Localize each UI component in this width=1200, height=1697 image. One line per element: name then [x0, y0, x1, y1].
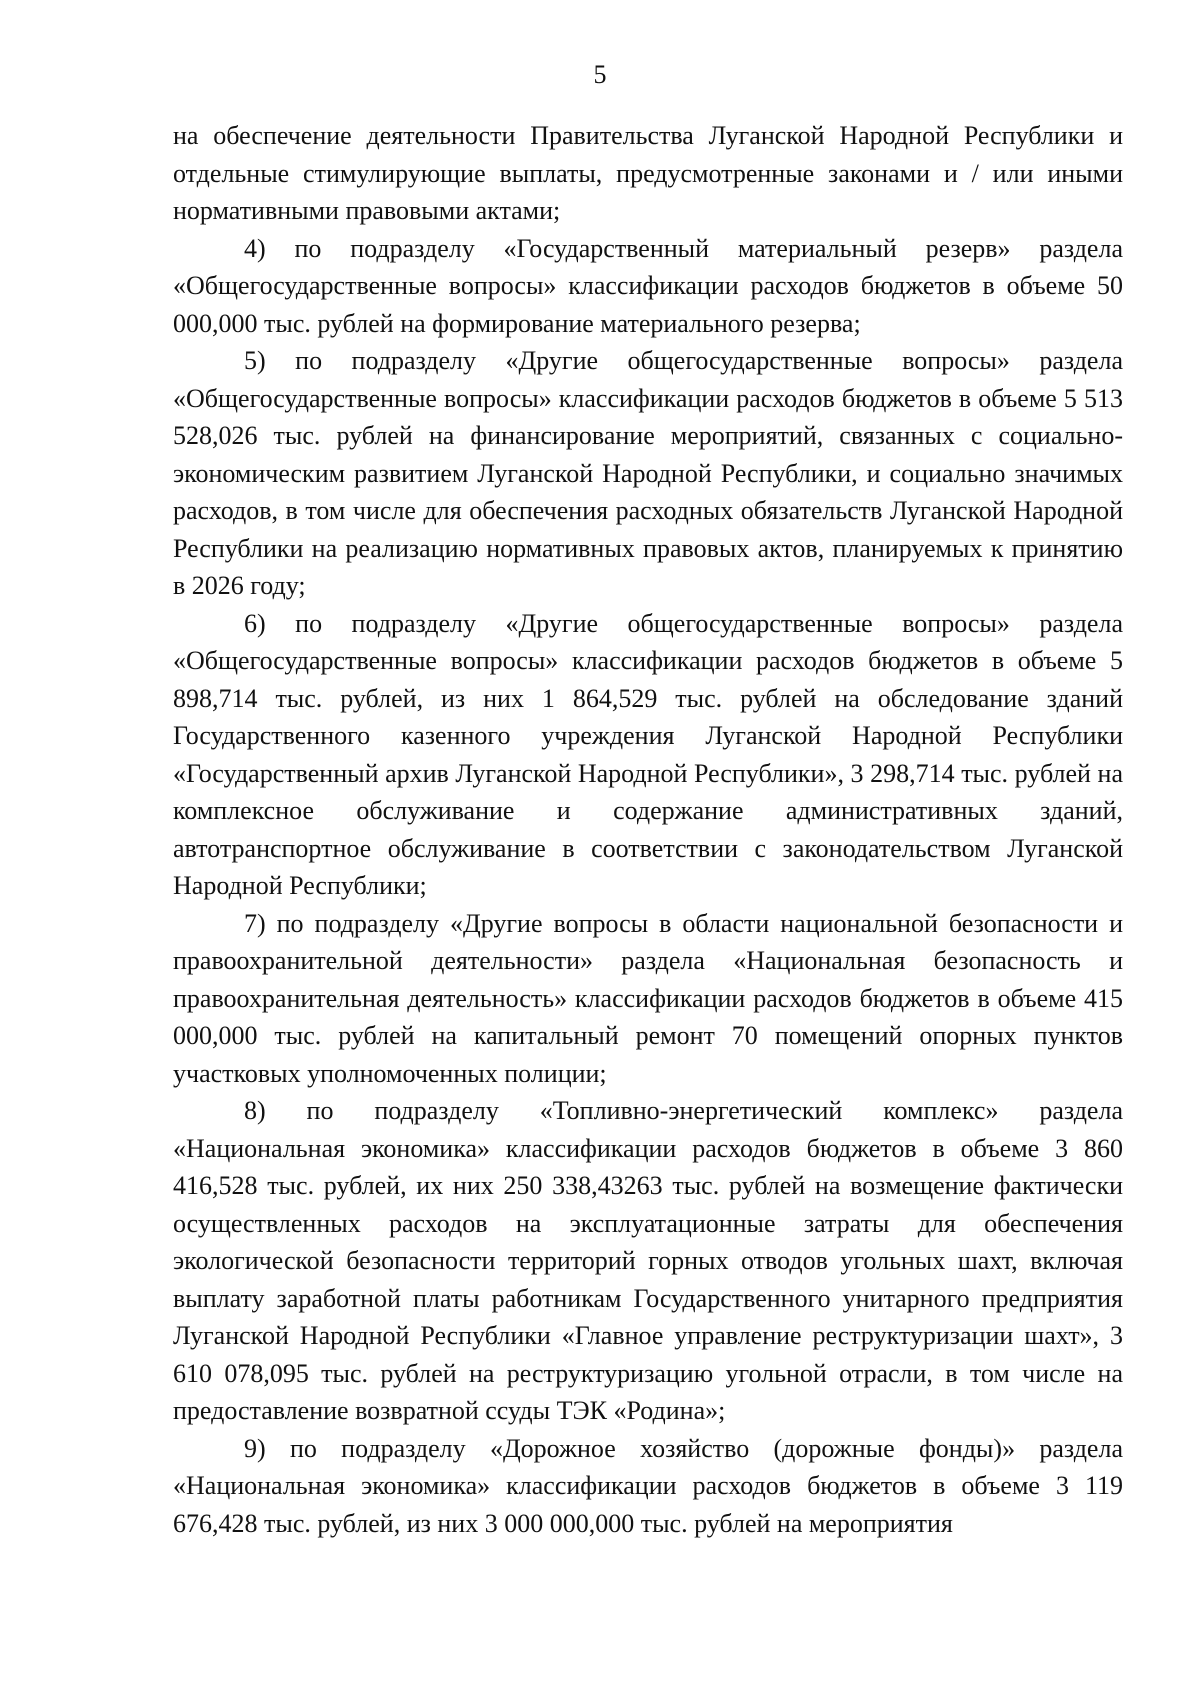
paragraph-item-9: 9) по подразделу «Дорожное хозяйство (дорожные фонды)» раздела «Национальная экономика» классификации расходов бюджетов в объеме 3 119 676,428 тыс. рублей, из них 3 000 000,000 тыс. рублей на мероприятия [173, 1433, 1123, 1538]
paragraph-item-5: 5) по подразделу «Другие общегосударственные вопросы» раздела «Общегосударственные вопросы» классификации расходов бюджетов в объеме 5 513 528,026 тыс. рублей на финансирование мероприятий, связанных с социально-экономическим развитием Луганской Народной Республики, и социально значимых расходов, в том числе для обеспечения расходных обязательств Луганской Народной Республики на реализацию нормативных правовых актов, планируемых к принятию в 2026 году; [173, 346, 1123, 600]
document-body [173, 117, 1123, 1542]
paragraph-item-6: 6) по подразделу «Другие общегосударственные вопросы» раздела «Общегосударственные вопросы» классификации расходов бюджетов в объеме 5 898,714 тыс. рублей, из них 1 864,529 тыс. рублей на обследование зданий Государственного казенного учреждения Луганской Народной Республики «Государственный архив Луганской Народной Республики», 3 298,714 тыс. рублей на комплексное обслуживание и содержание административных зданий, автотранспортное обслуживание в соответствии с законодательством Луганской Народной Республики; [173, 608, 1123, 900]
paragraph-item-4: 4) по подразделу «Государственный материальный резерв» раздела «Общегосударственные вопросы» классификации расходов бюджетов в объеме 50 000,000 тыс. рублей на формирование материального резерва; [173, 233, 1123, 338]
page-number: 5 [593, 60, 607, 89]
paragraph-item-8: 8) по подразделу «Топливно-энергетический комплекс» раздела «Национальная экономика» классификации расходов бюджетов в объеме 3 860 416,528 тыс. рублей, их них 250 338,43263 тыс. рублей на возмещение фактически осуществленных расходов на эксплуатационные затраты для обеспечения экологической безопасности территорий горных отводов угольных шахт, включая выплату заработной платы работникам Государственного унитарного предприятия Луганской Народной Республики «Главное управление реструктуризации шахт», 3 610 078,095 тыс. рублей на реструктуризацию угольной отрасли, в том числе на предоставление возвратной ссуды ТЭК «Родина»; [173, 1096, 1123, 1425]
paragraph-item-7: 7) по подразделу «Другие вопросы в области национальной безопасности и правоохранительной деятельности» раздела «Национальная безопасность и правоохранительная деятельность» классификации расходов бюджетов в объеме 415 000,000 тыс. рублей на капитальный ремонт 70 помещений опорных пунктов участковых уполномоченных полиции; [173, 908, 1123, 1088]
paragraph-continuation: на обеспечение деятельности Правительства Луганской Народной Республики и отдельные стимулирующие выплаты, предусмотренные законами и / или иными нормативными правовыми актами; [173, 121, 1123, 225]
